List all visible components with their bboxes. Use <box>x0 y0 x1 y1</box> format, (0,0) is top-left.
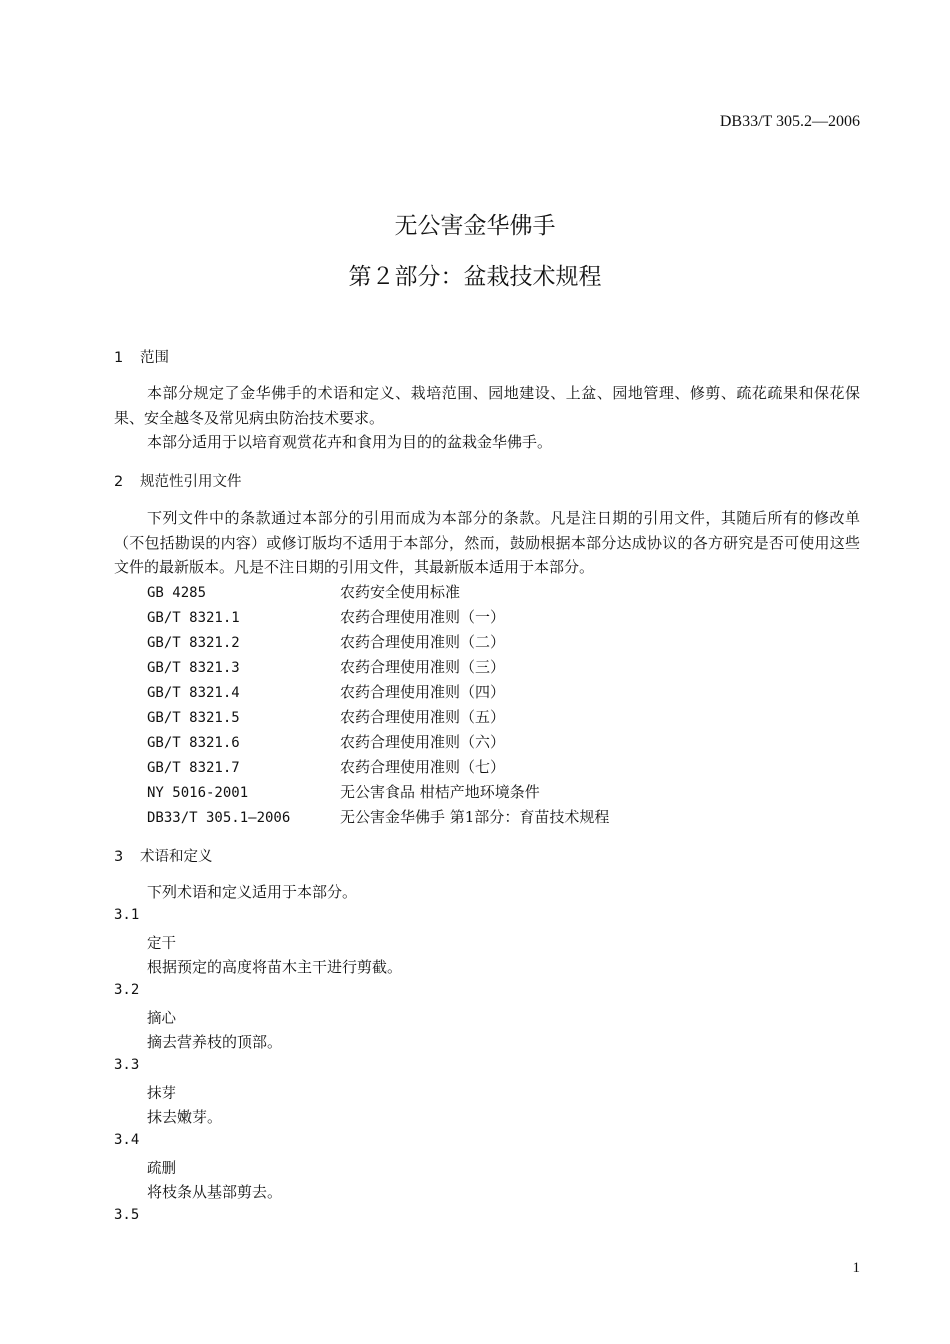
reference-row <box>147 581 460 602</box>
reference-row <box>147 731 505 752</box>
scope-paragraph-2: 本部分适用于以培育观赏花卉和食用为目的的盆栽金华佛手。 <box>147 433 553 451</box>
term-definition: 将枝条从基部剪去。 <box>147 1183 283 1201</box>
term-name: 疏删 <box>147 1161 176 1177</box>
reference-row <box>147 781 540 802</box>
term-definition: 抹去嫩芽。 <box>147 1108 223 1126</box>
reference-row <box>147 756 505 777</box>
terms-intro: 下列术语和定义适用于本部分。 <box>147 883 358 901</box>
section-number: 2 <box>114 474 124 490</box>
reference-title: 无公害食品 柑桔产地环境条件 <box>340 783 540 801</box>
section-heading-scope <box>114 346 169 367</box>
reference-row <box>147 606 505 627</box>
document-subtitle: 第２部分：盆栽技术规程 <box>348 264 602 290</box>
term-number: 3.5 <box>114 1207 140 1223</box>
section-heading-references <box>114 470 242 491</box>
scope-paragraph-1: 本部分规定了金华佛手的术语和定义、栽培范围、园地建设、上盆、园地管理、修剪、疏花疏果和保花保果、安全越冬及常见病虫防治技术要求。 <box>114 384 860 427</box>
reference-code: GB/T 8321.3 <box>147 660 240 676</box>
reference-title: 农药合理使用准则（五） <box>340 708 506 726</box>
term-number: 3.3 <box>114 1057 140 1073</box>
references-intro: 下列文件中的条款通过本部分的引用而成为本部分的条款。凡是注日期的引用文件，其随后所有的修改单（不包括勘误的内容）或修订版均不适用于本部分，然而，鼓励根据本部分达成协议的各方研究是否可使用这些文件的最新版本。凡是不注日期的引用文件，其最新版本适用于本部分。 <box>114 509 860 576</box>
reference-title: 无公害金华佛手 第1部分：育苗技术规程 <box>340 808 610 826</box>
reference-title: 农药合理使用准则（一） <box>340 608 506 626</box>
section-heading-terms <box>114 845 213 866</box>
standard-code: DB33/T 305.2—2006 <box>719 113 860 130</box>
page-number: 1 <box>852 1260 860 1276</box>
section-title: 范围 <box>140 350 169 366</box>
reference-title: 农药合理使用准则（七） <box>340 758 506 776</box>
term-definition: 摘去营养枝的顶部。 <box>147 1033 283 1051</box>
reference-code: GB/T 8321.2 <box>147 635 240 651</box>
section-title: 规范性引用文件 <box>140 474 242 490</box>
reference-code: GB 4285 <box>147 585 207 601</box>
term-name: 摘心 <box>147 1011 176 1027</box>
reference-row <box>147 806 609 827</box>
reference-code: GB/T 8321.7 <box>147 760 240 776</box>
term-definition: 根据预定的高度将苗木主干进行剪截。 <box>147 958 403 976</box>
reference-title: 农药合理使用准则（四） <box>340 683 506 701</box>
reference-title: 农药合理使用准则（六） <box>340 733 506 751</box>
reference-code: GB/T 8321.6 <box>147 735 240 751</box>
section-title: 术语和定义 <box>140 849 213 865</box>
section-number: 3 <box>114 849 124 865</box>
reference-row <box>147 706 505 727</box>
term-name: 抹芽 <box>147 1086 176 1102</box>
reference-code: GB/T 8321.1 <box>147 610 240 626</box>
term-number: 3.1 <box>114 907 140 923</box>
reference-code: GB/T 8321.5 <box>147 710 240 726</box>
reference-row <box>147 681 505 702</box>
reference-code: GB/T 8321.4 <box>147 685 240 701</box>
reference-code: DB33/T 305.1—2006 <box>147 810 291 826</box>
reference-title: 农药合理使用准则（二） <box>340 633 506 651</box>
term-name: 定干 <box>147 936 176 952</box>
reference-code: NY 5016-2001 <box>147 785 249 801</box>
section-number: 1 <box>114 350 124 366</box>
document-title: 无公害金华佛手 <box>394 213 556 239</box>
reference-title: 农药安全使用标准 <box>340 583 461 601</box>
reference-row <box>147 631 505 652</box>
reference-row <box>147 656 505 677</box>
term-number: 3.4 <box>114 1132 140 1148</box>
reference-title: 农药合理使用准则（三） <box>340 658 506 676</box>
term-number: 3.2 <box>114 982 140 998</box>
